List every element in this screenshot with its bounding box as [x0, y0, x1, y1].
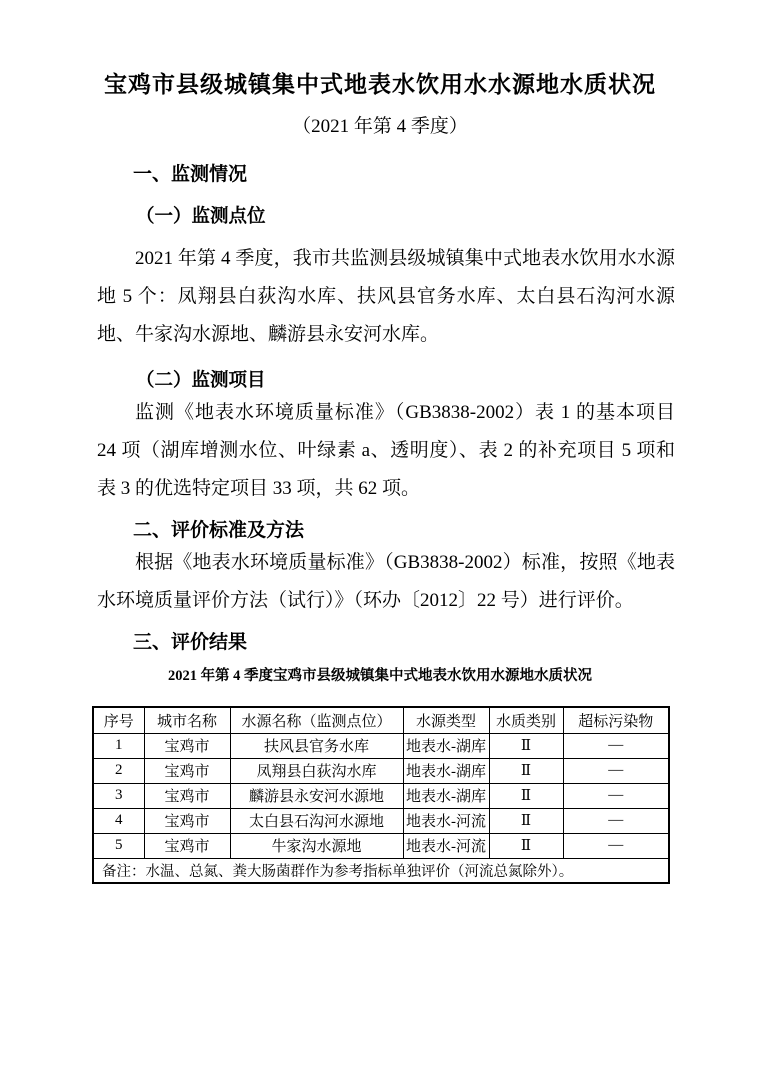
paragraph-evaluation-standard: 根据《地表水环境质量标准》（GB3838-2002）标准，按照《地表水环境质量评价方法（试行）》（环办〔2012〕22 号）进行评价。	[97, 552, 675, 611]
table-cell: —	[563, 733, 669, 758]
table-cell: Ⅱ	[489, 783, 563, 808]
paragraph-monitoring-points: 2021 年第 4 季度，我市共监测县级城镇集中式地表水饮用水水源地 5 个：凤翔县白荻沟水库、扶风县官务水库、太白县石沟河水源地、牛家沟水源地、麟游县永安河水库。	[97, 248, 675, 345]
table-row	[93, 833, 669, 858]
table-row	[93, 808, 669, 833]
table-cell: —	[563, 808, 669, 833]
document-subtitle: （2021 年第 4 季度）	[292, 116, 468, 137]
table-cell: 牛家沟水源地	[230, 833, 403, 858]
table-cell: —	[563, 783, 669, 808]
table-header-row	[93, 707, 669, 733]
table-note-row	[93, 858, 669, 883]
table-cell: 扶风县官务水库	[230, 733, 403, 758]
table-header-city: 城市名称	[144, 707, 230, 733]
section-heading-evaluation-standard: 二、评价标准及方法	[133, 520, 305, 541]
table-cell: 地表水-湖库	[403, 783, 489, 808]
table-header-source-type: 水源类型	[403, 707, 489, 733]
subsection-heading-monitoring-items: （二）监测项目	[136, 371, 266, 391]
table-note: 备注：水温、总氮、粪大肠菌群作为参考指标单独评价（河流总氮除外）。	[93, 858, 669, 883]
table-cell: —	[563, 758, 669, 783]
table-cell: 1	[93, 733, 144, 758]
table-cell: 4	[93, 808, 144, 833]
table-cell: 麟游县永安河水源地	[230, 783, 403, 808]
table-cell: 地表水-湖库	[403, 758, 489, 783]
table-header-index: 序号	[93, 707, 144, 733]
table-body	[93, 733, 669, 858]
table-cell: 宝鸡市	[144, 833, 230, 858]
table-cell: 2	[93, 758, 144, 783]
table-row	[93, 758, 669, 783]
table-cell: Ⅱ	[489, 833, 563, 858]
table-cell: —	[563, 833, 669, 858]
table-caption: 2021 年第 4 季度宝鸡市县级城镇集中式地表水饮用水源地水质状况	[167, 668, 593, 684]
section-heading-monitoring-overview: 一、监测情况	[133, 164, 248, 185]
subsection-heading-monitoring-points: （一）监测点位	[136, 207, 266, 227]
table-cell: 凤翔县白荻沟水库	[230, 758, 403, 783]
table-cell: Ⅱ	[489, 758, 563, 783]
table-cell: 宝鸡市	[144, 808, 230, 833]
table-cell: 地表水-湖库	[403, 733, 489, 758]
table-cell: 宝鸡市	[144, 733, 230, 758]
table-cell: 3	[93, 783, 144, 808]
table-cell: 地表水-河流	[403, 808, 489, 833]
table-row	[93, 733, 669, 758]
paragraph-monitoring-items: 监测《地表水环境质量标准》（GB3838-2002）表 1 的基本项目 24 项（湖库增测水位、叶绿素 a、透明度）、表 2 的补充项目 5 项和表 3 的优选特定项目 33 项，共 62 项。	[97, 402, 675, 499]
table-header-source-name: 水源名称（监测点位）	[230, 707, 403, 733]
table-cell: 地表水-河流	[403, 833, 489, 858]
table-cell: Ⅱ	[489, 733, 563, 758]
document-title: 宝鸡市县级城镇集中式地表水饮用水水源地水质状况	[104, 72, 656, 97]
water-quality-table	[92, 706, 670, 884]
table-cell: 宝鸡市	[144, 758, 230, 783]
section-heading-evaluation-results: 三、评价结果	[133, 632, 248, 653]
table-cell: Ⅱ	[489, 808, 563, 833]
table-row	[93, 783, 669, 808]
table-header-quality-class: 水质类别	[489, 707, 563, 733]
table-cell: 宝鸡市	[144, 783, 230, 808]
table-header-exceeding-pollutants: 超标污染物	[563, 707, 669, 733]
table-cell: 太白县石沟河水源地	[230, 808, 403, 833]
table-cell: 5	[93, 833, 144, 858]
